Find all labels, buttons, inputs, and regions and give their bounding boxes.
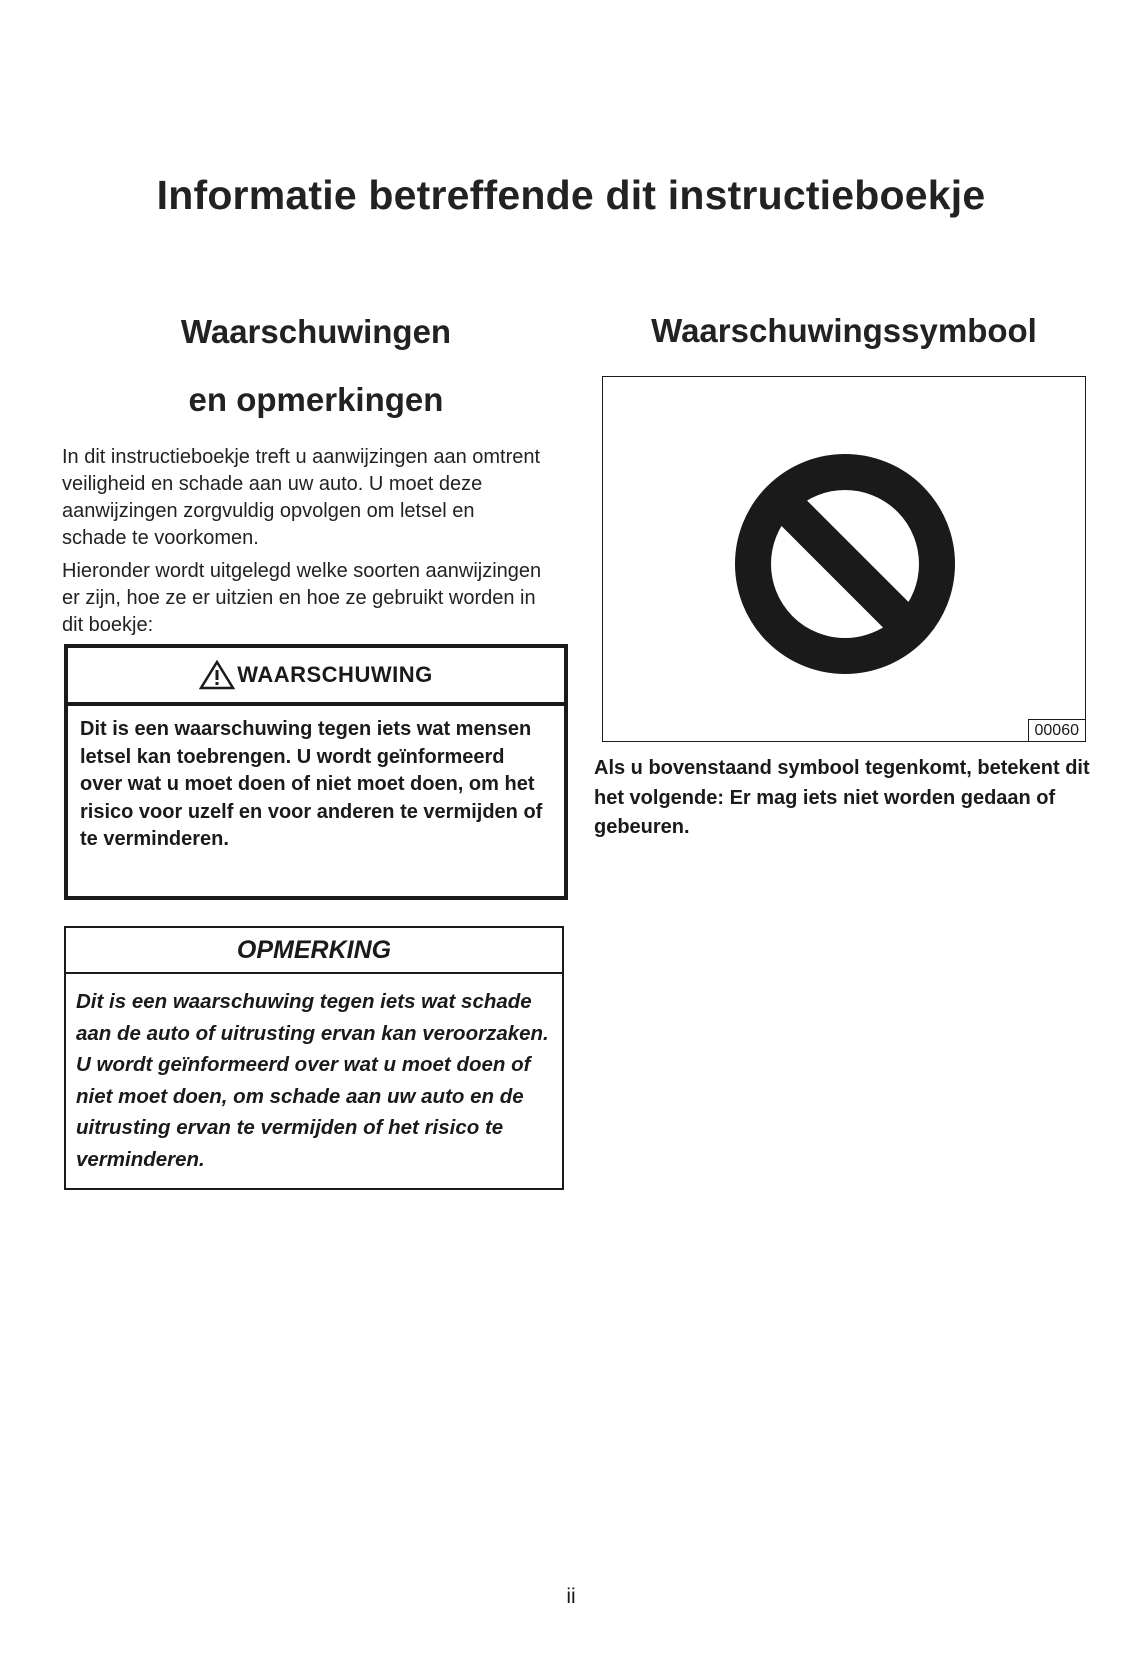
intro-paragraph-1: In dit instructieboekje treft u aanwijzingen aan omtrent veiligheid en schade aan uw auto. U moet deze aanwijzingen zorgvuldig opvolgen om letsel en schade te voorkomen. [62,446,541,549]
warning-box-header [68,648,564,706]
warning-box-title: WAARSCHUWING [237,662,433,687]
warnings-heading-line1: Waarschuwingen [180,313,452,350]
warnings-heading-line2: en opmerkingen [188,381,444,418]
prohibition-icon [730,449,960,679]
warning-box-text: Dit is een waarschuwing tegen iets wat mensen letsel kan toebrengen. U wordt geïnformeerd over wat u moet doen of niet moet doen, om het risico voor uzelf en voor anderen te vermijden of te verminderen. [80,718,543,850]
symbol-caption: Als u bovenstaand symbool tegenkomt, betekent dit het volgende: Er mag iets niet worden gedaan of gebeuren. [594,757,1090,838]
intro-paragraph-2: Hieronder wordt uitgelegd welke soorten aanwijzingen er zijn, hoe ze er uitzien en hoe ze gebruikt worden in dit boekje: [62,560,542,636]
note-box-header: OPMERKING [66,928,562,974]
page-number: ii [566,1585,576,1608]
boxes-container [64,298,568,1198]
figure-code: 00060 [1028,719,1086,741]
page-title: Informatie betreffende dit instructieboekje [156,172,986,218]
symbol-figure [602,376,1086,742]
symbol-heading: Waarschuwingssymbool [651,312,1037,349]
note-box-text: Dit is een waarschuwing tegen iets wat schade aan de auto of uitrusting ervan kan veroorzaken. U wordt geïnformeerd over wat u moet doen of niet moet doen, om schade aan uw auto en de uitrusting ervan te vermijden of het risico te verminderen. [76,990,549,1171]
symbol-section [594,298,1094,838]
warning-box [64,644,568,900]
warning-triangle-icon [199,660,235,690]
note-box [64,926,564,1190]
